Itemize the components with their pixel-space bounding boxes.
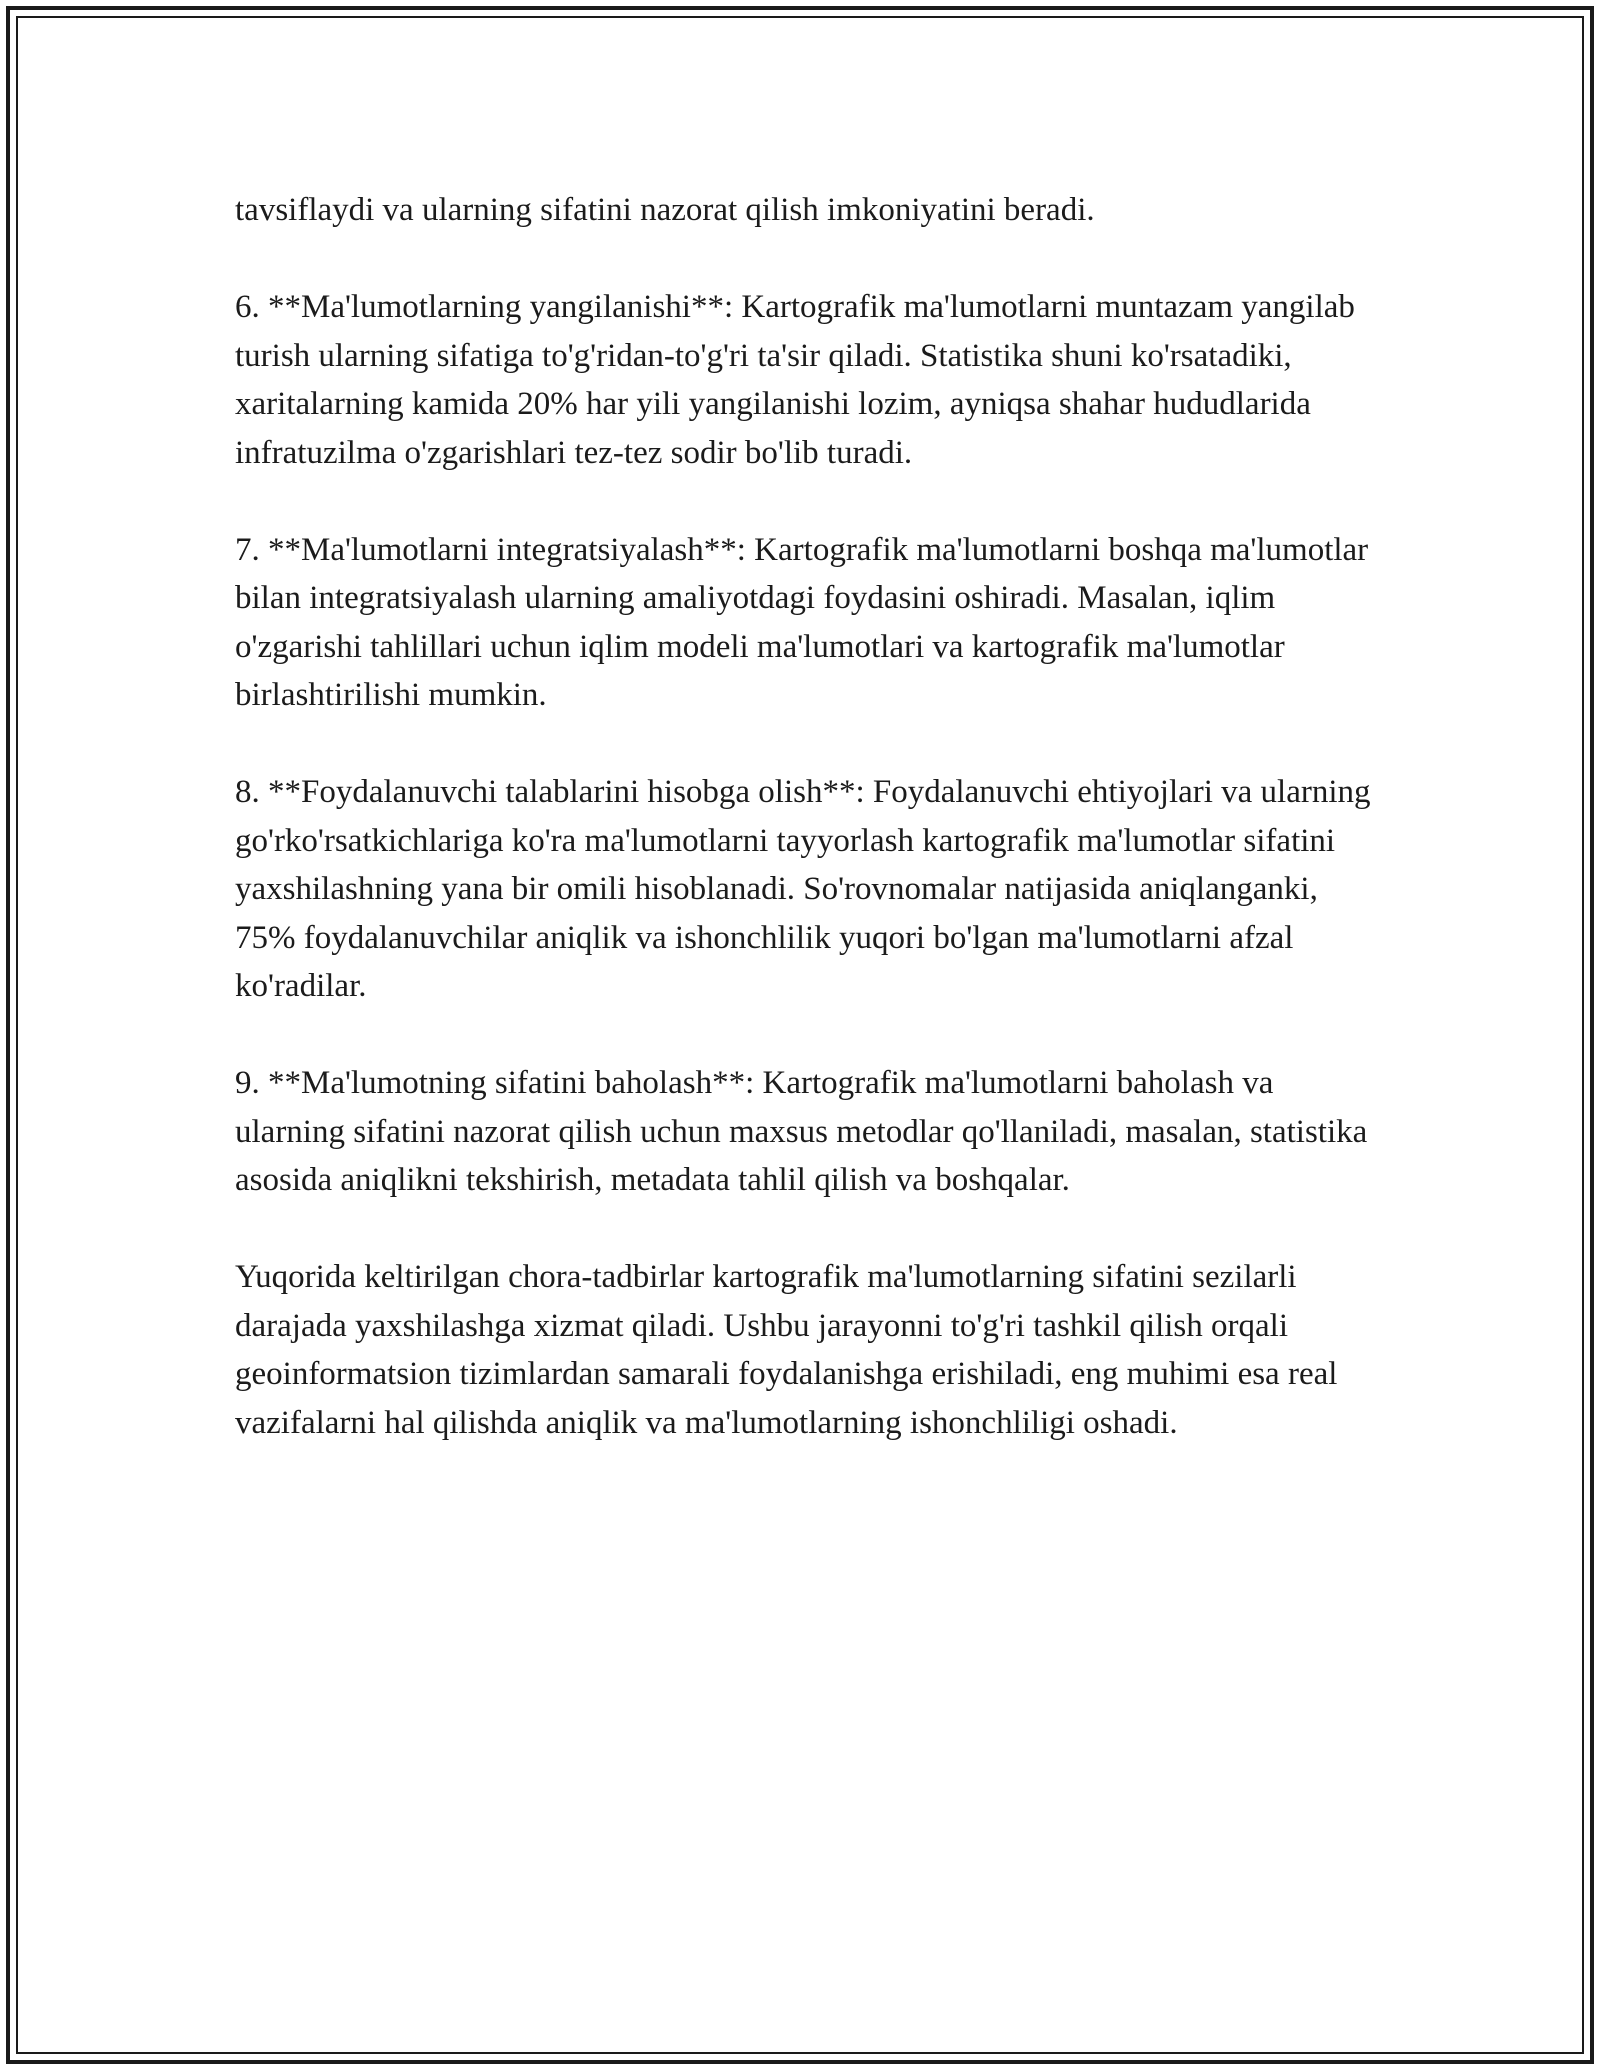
- paragraph-continuation: tavsiflaydi va ularning sifatini nazorat qilish imkoniyatini beradi.: [235, 192, 1095, 228]
- paragraph-item-8: 8. **Foydalanuvchi talablarini hisobga olish**: Foydalanuvchi ehtiyojlari va ularning go'rko'rsatkichlariga ko'ra ma'lumotlarni tayyorlash kartografik ma'lumotlar sifatini yaxshilashning yana bir omili hisoblanadi. So'rovnomalar natijasida aniqlanganki, 75% foydalanuvchilar aniqlik va ishonchlilik yuqori bo'lgan ma'lumotlarni afzal ko'radilar.: [235, 774, 1371, 1004]
- paragraph-item-9: 9. **Ma'lumotning sifatini baholash**: Kartografik ma'lumotlarni baholash va ularning sifatini nazorat qilish uchun maxsus metodlar qo'llaniladi, masalan, statistika asosida aniqlikni tekshirish, metadata tahlil qilish va boshqalar.: [235, 1065, 1368, 1198]
- paragraph-item-6: 6. **Ma'lumotlarning yangilanishi**: Kartografik ma'lumotlarni muntazam yangilab turish ularning sifatiga to'g'ridan-to'g'ri ta'sir qiladi. Statistika shuni ko'rsatadiki, xaritalarning kamida 20% har yili yangilanishi lozim, ayniqsa shahar hududlarida infratuzilma o'zgarishlari tez-tez sodir bo'lib turadi.: [235, 289, 1355, 471]
- paragraph-conclusion: Yuqorida keltirilgan chora-tadbirlar kartografik ma'lumotlarning sifatini sezilarli darajada yaxshilashga xizmat qiladi. Ushbu jarayonni to'g'ri tashkil qilish orqali geoinformatsion tizimlardan samarali foydalanishga erishiladi, eng muhimi esa real vazifalarni hal qilishda aniqlik va ma'lumotlarning ishonchliligi oshadi.: [235, 1259, 1338, 1441]
- document-body: [235, 186, 1375, 1496]
- paragraph-item-7: 7. **Ma'lumotlarni integratsiyalash**: Kartografik ma'lumotlarni boshqa ma'lumotlar bilan integratsiyalash ularning amaliyotdagi foydasini oshiradi. Masalan, iqlim o'zgarishi tahlillari uchun iqlim modeli ma'lumotlari va kartografik ma'lumotlar birlashtirilishi mumkin.: [235, 531, 1369, 713]
